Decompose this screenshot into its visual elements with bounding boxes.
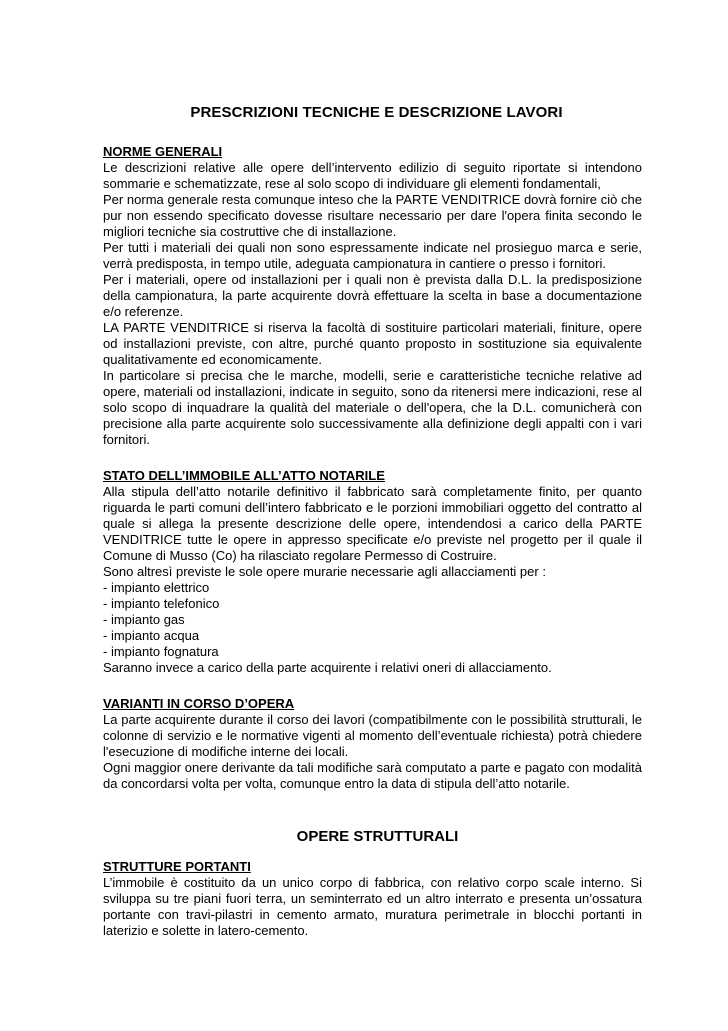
paragraph: Per tutti i materiali dei quali non sono espressamente indicate nel prosieguo marca e serie, verrà predisposta, in tempo utile, adeguata campionatura in cantiere o presso i fornitori. — [103, 240, 642, 271]
section-heading-varianti: VARIANTI IN CORSO D’OPERA — [103, 696, 295, 711]
paragraph: Alla stipula dell’atto notarile definitivo il fabbricato sarà completamente finito, per quanto riguarda le parti comuni dell’intero fabbricato e le porzioni immobiliari oggetto del contratto al quale si allega la presente descrizione delle opere, intendendosi a carico della PARTE VENDITRICE tutte le opere in appresso specificate e/o previste nel progetto per il quale il Comune di Musso (Co) ha rilasciato regolare Permesso di Costruire. — [103, 484, 642, 563]
list-item: - impianto gas — [103, 612, 185, 627]
list-item: - impianto fognatura — [103, 644, 219, 659]
list-item: - impianto elettrico — [103, 580, 210, 595]
list-item: - impianto acqua — [103, 628, 200, 643]
paragraph: Saranno invece a carico della parte acquirente i relativi oneri di allacciamento. — [103, 660, 552, 675]
section-heading-stato-immobile: STATO DELL’IMMOBILE ALL’ATTO NOTARILE — [103, 468, 385, 483]
paragraph: Ogni maggior onere derivante da tali modifiche sarà computato a parte e pagato con modalità da concordarsi volta per volta, comunque entro la data di stipula dell’atto notarile. — [103, 760, 642, 791]
paragraph: Le descrizioni relative alle opere dell’intervento edilizio di seguito riportate si intendono sommarie e schematizzate, rese al solo scopo di individuare gli elementi fondamentali, — [103, 160, 642, 191]
page-title: PRESCRIZIONI TECNICHE E DESCRIZIONE LAVORI — [190, 104, 563, 121]
section-stato-immobile — [103, 468, 642, 676]
paragraph: La parte acquirente durante il corso dei lavori (compatibilmente con le possibilità strutturali, le colonne di servizio e le normative vigenti al momento dell’eventuale richiesta) potrà chiedere l'esecuzione di modifiche interne dei locali. — [103, 712, 642, 759]
paragraph: In particolare si precisa che le marche, modelli, serie e caratteristiche tecniche relative ad opere, materiali od installazioni, indicate in seguito, sono da ritenersi mere indicazioni, rese al solo scopo di inquadrare la qualità del materiale o dell'opera, che la D.L. comunicherà con precisione alla parte acquirente solo successivamente alla definizione degli appalti con i vari fornitori. — [103, 368, 642, 447]
paragraph: Per i materiali, opere od installazioni per i quali non è prevista dalla D.L. la predisposizione della campionatura, la parte acquirente dovrà effettuare la scelta in base a documentazione e/o referenze. — [103, 272, 642, 319]
paragraph: Per norma generale resta comunque inteso che la PARTE VENDITRICE dovrà fornire ciò che pur non essendo specificato dovesse risultare necessario per dare l'opera finita secondo le migliori tecniche sia costruttive che di installazione. — [103, 192, 642, 239]
section-norme-generali — [103, 144, 642, 448]
section-heading-norme-generali: NORME GENERALI — [103, 144, 223, 159]
section-heading-strutture-portanti: STRUTTURE PORTANTI — [103, 859, 251, 874]
section-strutture-portanti — [103, 859, 642, 939]
paragraph: L’immobile è costituito da un unico corpo di fabbrica, con relativo corpo scale interno. Si sviluppa su tre piani fuori terra, un seminterrato ed un altro interrato e presenta un’ossatura portante con travi-pilastri in cemento armato, muratura perimetrale in blocchi portanti in laterizio e solette in latero-cemento. — [103, 875, 642, 938]
paragraph: Sono altresì previste le sole opere murarie necessarie agli allacciamenti per : — [103, 564, 546, 579]
list-item: - impianto telefonico — [103, 596, 220, 611]
paragraph: LA PARTE VENDITRICE si riserva la facoltà di sostituire particolari materiali, finiture, opere od installazioni previste, con altre, purché quanto proposto in sostituzione sia equivalente qualitativamente ed economicamente. — [103, 320, 642, 367]
opere-strutturali-heading: OPERE STRUTTURALI — [296, 828, 459, 845]
section-varianti — [103, 696, 642, 792]
allacciamenti-list — [103, 580, 642, 660]
document-body — [103, 104, 642, 959]
